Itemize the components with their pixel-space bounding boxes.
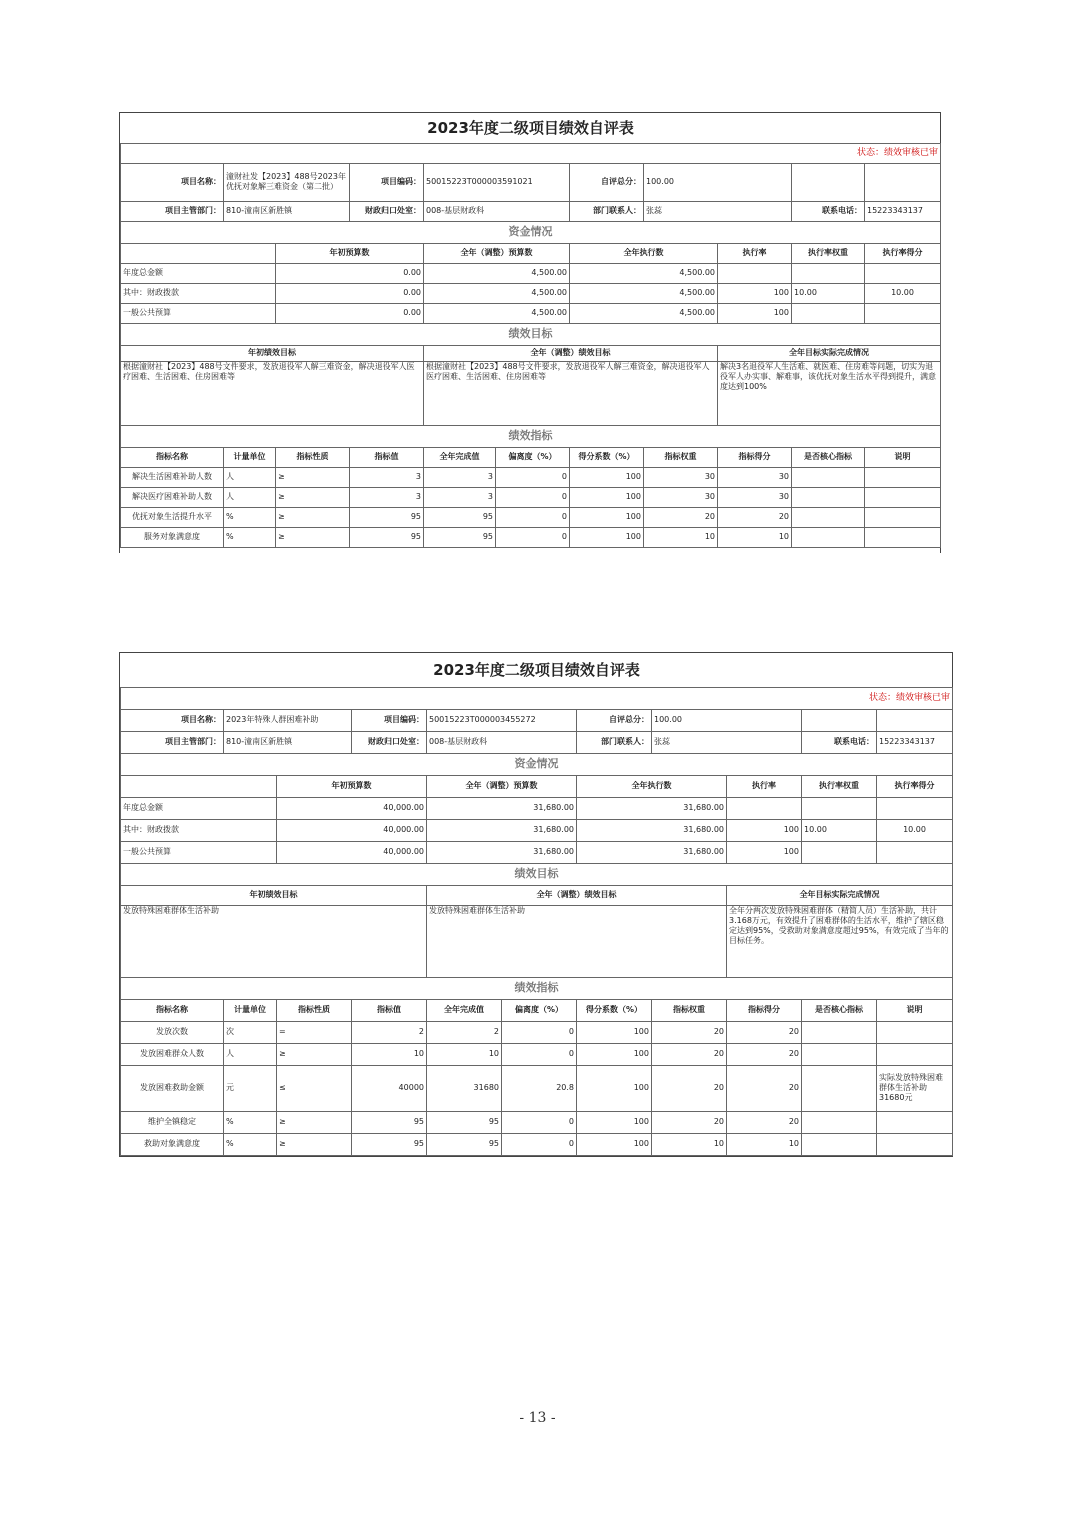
info-row-1 xyxy=(121,163,941,201)
indicator-cell: 30 xyxy=(718,467,792,487)
funds-cell: 40,000.00 xyxy=(277,797,427,819)
funds-cell: 10.00 xyxy=(792,283,865,303)
funds-header-cell: 年初预算数 xyxy=(276,243,424,263)
funds-header-cell: 年初预算数 xyxy=(277,775,427,797)
indicator-cell: 10 xyxy=(652,1133,727,1155)
funds-cell xyxy=(802,797,877,819)
indicator-cell xyxy=(865,507,941,527)
indicator-header-cell: 是否核心指标 xyxy=(802,999,877,1021)
funds-header-cell: 执行率 xyxy=(727,775,802,797)
indicator-cell: ≥ xyxy=(276,467,350,487)
indicator-cell: ≥ xyxy=(277,1111,352,1133)
indicator-cell: 20 xyxy=(652,1065,727,1111)
indicator-header-cell: 说明 xyxy=(865,447,941,467)
funds-header-cell: 执行率权重 xyxy=(802,775,877,797)
funds-cell xyxy=(792,303,865,323)
indicator-cell: % xyxy=(224,1133,277,1155)
indicator-row xyxy=(121,467,941,487)
indicator-cell: 31680 xyxy=(427,1065,502,1111)
indicator-header-cell: 得分系数（%） xyxy=(577,999,652,1021)
goal-text: 解决3名退役军人生活难、就医难、住房难等问题，切实为退役军人办实事、解难事，该优抚对象生活水平得到提升，满意度达到100% xyxy=(718,361,941,425)
indicator-header-cell: 偏离度（%） xyxy=(502,999,577,1021)
section-title-goals: 绩效目标 xyxy=(121,863,953,885)
funds-cell xyxy=(865,303,941,323)
funds-cell: 10.00 xyxy=(865,283,941,303)
indicator-cell: 20.8 xyxy=(502,1065,577,1111)
goals-header-cell: 全年（调整）绩效目标 xyxy=(427,885,727,905)
indicator-cell: 0 xyxy=(496,507,570,527)
funds-cell: 0.00 xyxy=(276,263,424,283)
funds-cell: 4,500.00 xyxy=(424,283,570,303)
funds-cell xyxy=(877,841,953,863)
dept-value: 810-潼南区新胜镇 xyxy=(224,731,352,753)
funds-header-cell: 执行率权重 xyxy=(792,243,865,263)
section-row xyxy=(121,323,941,345)
dept-label: 项目主管部门： xyxy=(121,201,224,221)
indicator-cell: 发放次数 xyxy=(121,1021,224,1043)
funds-cell: 31,680.00 xyxy=(577,841,727,863)
funds-cell xyxy=(865,263,941,283)
funds-cell: 100 xyxy=(727,841,802,863)
indicator-cell: 3 xyxy=(350,467,424,487)
form-title: 2023年度二级项目绩效自评表 xyxy=(121,653,953,687)
funds-cell: 10.00 xyxy=(877,819,953,841)
indicator-cell: 解决医疗困难补助人数 xyxy=(121,487,224,507)
funds-row-name: 一般公共预算 xyxy=(121,841,277,863)
indicator-cell: 30 xyxy=(644,467,718,487)
funds-cell xyxy=(718,263,792,283)
funds-cell xyxy=(877,797,953,819)
score-value: 100.00 xyxy=(652,709,802,731)
indicator-cell: 20 xyxy=(727,1043,802,1065)
indicator-cell xyxy=(877,1021,953,1043)
title-row xyxy=(121,653,953,687)
indicator-cell: 次 xyxy=(224,1021,277,1043)
indicator-cell: ≥ xyxy=(276,507,350,527)
indicator-cell: ≤ xyxy=(277,1065,352,1111)
indicator-header-cell: 指标性质 xyxy=(277,999,352,1021)
indicator-cell: 人 xyxy=(224,467,276,487)
indicator-cell: 0 xyxy=(502,1133,577,1155)
funds-cell: 31,680.00 xyxy=(577,797,727,819)
funds-cell: 100 xyxy=(718,283,792,303)
project-code-label: 项目编码： xyxy=(350,163,424,201)
indicator-cell: 95 xyxy=(352,1133,427,1155)
indicator-cell: 3 xyxy=(424,487,496,507)
indicator-cell: 3 xyxy=(350,487,424,507)
funds-cell: 31,680.00 xyxy=(427,797,577,819)
evaluation-form-1 xyxy=(119,112,941,553)
indicator-row xyxy=(121,1133,953,1155)
indicator-cell: 20 xyxy=(652,1021,727,1043)
indicator-cell xyxy=(792,467,865,487)
indicator-cell: 人 xyxy=(224,487,276,507)
indicator-header-cell: 全年完成值 xyxy=(427,999,502,1021)
project-name-label: 项目名称： xyxy=(121,709,224,731)
goal-text: 发放特殊困难群体生活补助 xyxy=(427,905,727,977)
indicator-cell: 10 xyxy=(427,1043,502,1065)
indicator-cell: 95 xyxy=(427,1133,502,1155)
indicator-cell xyxy=(802,1065,877,1111)
indicator-header-cell: 是否核心指标 xyxy=(792,447,865,467)
funds-cell xyxy=(802,841,877,863)
empty-cell xyxy=(877,709,953,731)
funds-row-name: 年度总金额 xyxy=(121,263,276,283)
indicator-header-cell: 指标得分 xyxy=(718,447,792,467)
funds-cell: 0.00 xyxy=(276,283,424,303)
funds-row xyxy=(121,283,941,303)
project-name-label: 项目名称： xyxy=(121,163,224,201)
empty-cell xyxy=(121,775,277,797)
indicator-cell: 0 xyxy=(496,527,570,547)
info-row-1 xyxy=(121,709,953,731)
score-label: 自评总分： xyxy=(570,163,644,201)
indicator-cell: % xyxy=(224,527,276,547)
indicator-cell xyxy=(802,1043,877,1065)
funds-header-cell: 全年（调整）预算数 xyxy=(424,243,570,263)
indicator-header-cell: 指标得分 xyxy=(727,999,802,1021)
indicator-cell: 0 xyxy=(496,487,570,507)
indicator-cell: ≥ xyxy=(276,487,350,507)
funds-cell xyxy=(792,263,865,283)
indicator-row xyxy=(121,1065,953,1111)
project-code-value: 50015223T000003591021 xyxy=(424,163,570,201)
indicator-cell: 优抚对象生活提升水平 xyxy=(121,507,224,527)
indicator-cell: 20 xyxy=(652,1043,727,1065)
finance-value: 008-基层财政科 xyxy=(427,731,577,753)
section-row xyxy=(121,221,941,243)
indicator-row xyxy=(121,487,941,507)
indicator-cell: 10 xyxy=(727,1133,802,1155)
funds-cell: 0.00 xyxy=(276,303,424,323)
goals-body-row xyxy=(121,905,953,977)
score-label: 自评总分： xyxy=(577,709,652,731)
funds-row-name: 一般公共预算 xyxy=(121,303,276,323)
funds-cell: 100 xyxy=(718,303,792,323)
empty-cell xyxy=(802,709,877,731)
phone-value: 15223343137 xyxy=(865,201,941,221)
indicator-cell: 95 xyxy=(424,527,496,547)
indicator-cell xyxy=(877,1133,953,1155)
funds-header-row xyxy=(121,243,941,263)
section-title-indicators: 绩效指标 xyxy=(121,425,941,447)
indicator-cell: ≥ xyxy=(277,1133,352,1155)
goals-body-row xyxy=(121,361,941,425)
indicator-cell xyxy=(802,1111,877,1133)
indicator-header-cell: 全年完成值 xyxy=(424,447,496,467)
funds-row-name: 年度总金额 xyxy=(121,797,277,819)
indicator-cell: 0 xyxy=(502,1111,577,1133)
goal-text: 全年分两次发放特殊困难群体（精简人员）生活补助，共计3.168万元，有效提升了困难群体的生活水平，维护了辖区稳定达到95%，受救助对象满意度超过95%，有效完成了当年的目标任务。 xyxy=(727,905,953,977)
section-title-funds: 资金情况 xyxy=(121,753,953,775)
project-name-value: 2023年特殊人群困难补助 xyxy=(224,709,352,731)
goals-header-cell: 全年（调整）绩效目标 xyxy=(424,345,718,361)
indicator-cell: 30 xyxy=(718,487,792,507)
funds-cell: 31,680.00 xyxy=(427,841,577,863)
goals-header-cell: 全年目标实际完成情况 xyxy=(718,345,941,361)
funds-cell: 100 xyxy=(727,819,802,841)
funds-header-row xyxy=(121,775,953,797)
phone-label: 联系电话： xyxy=(802,731,877,753)
funds-cell: 40,000.00 xyxy=(277,841,427,863)
indicator-header-cell: 指标值 xyxy=(352,999,427,1021)
empty-cell xyxy=(865,163,941,201)
indicator-cell: 实际发放特殊困难群体生活补助31680元 xyxy=(877,1065,953,1111)
indicator-cell xyxy=(865,467,941,487)
section-title-funds: 资金情况 xyxy=(121,221,941,243)
goal-text: 发放特殊困难群体生活补助 xyxy=(121,905,427,977)
score-value: 100.00 xyxy=(644,163,792,201)
goals-header-cell: 全年目标实际完成情况 xyxy=(727,885,953,905)
indicator-cell: 100 xyxy=(577,1043,652,1065)
goals-header-row xyxy=(121,345,941,361)
status-text: 状态：绩效审核已审 xyxy=(121,143,941,163)
indicator-cell: 20 xyxy=(727,1021,802,1043)
project-name-value: 潼财社发【2023】488号2023年优抚对象解三难资金（第二批） xyxy=(224,163,350,201)
indicator-cell: 100 xyxy=(570,467,644,487)
indicator-cell: 95 xyxy=(352,1111,427,1133)
page-number: - 13 - xyxy=(519,1410,556,1426)
funds-row xyxy=(121,819,953,841)
goal-text: 根据潼财社【2023】488号文件要求，发放退役军人解三难资金，解决退役军人医疗困难、生活困难、住房困难等 xyxy=(424,361,718,425)
indicator-header-cell: 指标性质 xyxy=(276,447,350,467)
indicator-header-cell: 指标权重 xyxy=(644,447,718,467)
form-table xyxy=(120,653,953,1156)
indicator-cell: = xyxy=(277,1021,352,1043)
indicator-cell: 100 xyxy=(570,507,644,527)
indicator-row xyxy=(121,1043,953,1065)
funds-cell: 31,680.00 xyxy=(577,819,727,841)
indicator-cell: 40000 xyxy=(352,1065,427,1111)
indicator-cell: 95 xyxy=(424,507,496,527)
funds-cell: 31,680.00 xyxy=(427,819,577,841)
indicator-header-cell: 说明 xyxy=(877,999,953,1021)
funds-cell: 4,500.00 xyxy=(570,283,718,303)
contact-value: 张蕊 xyxy=(652,731,802,753)
indicator-cell xyxy=(792,487,865,507)
goals-header-cell: 年初绩效目标 xyxy=(121,345,424,361)
indicator-cell: 20 xyxy=(652,1111,727,1133)
indicator-cell: 10 xyxy=(352,1043,427,1065)
project-code-value: 50015223T000003455272 xyxy=(427,709,577,731)
funds-header-cell: 执行率得分 xyxy=(877,775,953,797)
indicator-cell: 20 xyxy=(644,507,718,527)
indicator-cell: 95 xyxy=(427,1111,502,1133)
indicator-header-row xyxy=(121,999,953,1021)
indicator-cell xyxy=(877,1111,953,1133)
indicator-cell: 人 xyxy=(224,1043,277,1065)
phone-label: 联系电话： xyxy=(792,201,865,221)
form-title: 2023年度二级项目绩效自评表 xyxy=(121,113,941,143)
funds-row xyxy=(121,263,941,283)
indicator-cell xyxy=(792,507,865,527)
section-title-goals: 绩效目标 xyxy=(121,323,941,345)
evaluation-form-2 xyxy=(119,652,953,1157)
indicator-cell xyxy=(802,1021,877,1043)
indicator-cell: 100 xyxy=(570,487,644,507)
indicator-cell: 95 xyxy=(350,507,424,527)
indicator-row xyxy=(121,1021,953,1043)
funds-cell: 4,500.00 xyxy=(424,263,570,283)
indicator-header-cell: 指标权重 xyxy=(652,999,727,1021)
dept-label: 项目主管部门： xyxy=(121,731,224,753)
status-row xyxy=(121,143,941,163)
indicator-cell: 20 xyxy=(718,507,792,527)
indicator-cell: 20 xyxy=(727,1111,802,1133)
indicator-cell: 元 xyxy=(224,1065,277,1111)
dept-value: 810-潼南区新胜镇 xyxy=(224,201,350,221)
project-code-label: 项目编码： xyxy=(352,709,427,731)
indicator-cell: 解决生活困难补助人数 xyxy=(121,467,224,487)
indicator-row xyxy=(121,1111,953,1133)
finance-value: 008-基层财政科 xyxy=(424,201,570,221)
section-row xyxy=(121,753,953,775)
indicator-header-cell: 计量单位 xyxy=(224,999,277,1021)
indicator-cell xyxy=(865,487,941,507)
section-row xyxy=(121,425,941,447)
status-row xyxy=(121,687,953,709)
indicator-cell: 30 xyxy=(644,487,718,507)
indicator-cell: 3 xyxy=(424,467,496,487)
funds-cell: 10.00 xyxy=(802,819,877,841)
indicator-cell: 100 xyxy=(577,1065,652,1111)
indicator-cell: ≥ xyxy=(276,527,350,547)
phone-value: 15223343137 xyxy=(877,731,953,753)
funds-header-cell: 执行率得分 xyxy=(865,243,941,263)
indicator-cell xyxy=(877,1043,953,1065)
indicator-cell: % xyxy=(224,1111,277,1133)
goal-text: 根据潼财社【2023】488号文件要求，发放退役军人解三难资金，解决退役军人医疗困难、生活困难、住房困难等 xyxy=(121,361,424,425)
form-table xyxy=(120,113,941,548)
indicator-cell: 100 xyxy=(577,1111,652,1133)
funds-cell: 4,500.00 xyxy=(570,303,718,323)
indicator-cell: ≥ xyxy=(277,1043,352,1065)
funds-row xyxy=(121,797,953,819)
info-row-2 xyxy=(121,201,941,221)
indicator-cell: 救助对象满意度 xyxy=(121,1133,224,1155)
indicator-row xyxy=(121,507,941,527)
indicator-header-cell: 得分系数（%） xyxy=(570,447,644,467)
section-row xyxy=(121,863,953,885)
funds-row xyxy=(121,303,941,323)
goals-header-cell: 年初绩效目标 xyxy=(121,885,427,905)
indicator-cell: 95 xyxy=(350,527,424,547)
indicator-cell: 100 xyxy=(570,527,644,547)
funds-cell xyxy=(727,797,802,819)
funds-header-cell: 全年执行数 xyxy=(577,775,727,797)
goals-header-row xyxy=(121,885,953,905)
contact-value: 张蕊 xyxy=(644,201,792,221)
finance-label: 财政归口处室： xyxy=(352,731,427,753)
title-row xyxy=(121,113,941,143)
indicator-cell: 0 xyxy=(502,1021,577,1043)
empty-cell xyxy=(792,163,865,201)
indicator-cell: 服务对象满意度 xyxy=(121,527,224,547)
indicator-cell: 发放困难群众人数 xyxy=(121,1043,224,1065)
funds-header-cell: 全年（调整）预算数 xyxy=(427,775,577,797)
indicator-cell xyxy=(792,527,865,547)
funds-cell: 4,500.00 xyxy=(424,303,570,323)
indicator-cell: 维护全镇稳定 xyxy=(121,1111,224,1133)
contact-label: 部门联系人： xyxy=(570,201,644,221)
indicator-header-cell: 偏离度（%） xyxy=(496,447,570,467)
info-row-2 xyxy=(121,731,953,753)
funds-cell: 40,000.00 xyxy=(277,819,427,841)
indicator-cell: 2 xyxy=(427,1021,502,1043)
indicator-cell: 0 xyxy=(496,467,570,487)
section-title-indicators: 绩效指标 xyxy=(121,977,953,999)
indicator-row xyxy=(121,527,941,547)
indicator-cell: 10 xyxy=(644,527,718,547)
empty-cell xyxy=(121,243,276,263)
indicator-cell: 2 xyxy=(352,1021,427,1043)
indicator-cell: 0 xyxy=(502,1043,577,1065)
indicator-cell: 发放困难救助金额 xyxy=(121,1065,224,1111)
finance-label: 财政归口处室： xyxy=(350,201,424,221)
indicator-cell xyxy=(865,527,941,547)
funds-row-name: 其中：财政拨款 xyxy=(121,283,276,303)
funds-cell: 4,500.00 xyxy=(570,263,718,283)
indicator-cell xyxy=(802,1133,877,1155)
indicator-cell: 100 xyxy=(577,1133,652,1155)
funds-header-cell: 执行率 xyxy=(718,243,792,263)
funds-header-cell: 全年执行数 xyxy=(570,243,718,263)
funds-row-name: 其中：财政拨款 xyxy=(121,819,277,841)
indicator-header-cell: 计量单位 xyxy=(224,447,276,467)
indicator-cell: 10 xyxy=(718,527,792,547)
status-text: 状态：绩效审核已审 xyxy=(121,687,953,709)
indicator-cell: 20 xyxy=(727,1065,802,1111)
indicator-header-cell: 指标名称 xyxy=(121,999,224,1021)
indicator-cell: 100 xyxy=(577,1021,652,1043)
indicator-header-row xyxy=(121,447,941,467)
contact-label: 部门联系人： xyxy=(577,731,652,753)
indicator-header-cell: 指标名称 xyxy=(121,447,224,467)
indicator-header-cell: 指标值 xyxy=(350,447,424,467)
indicator-cell: % xyxy=(224,507,276,527)
funds-row xyxy=(121,841,953,863)
section-row xyxy=(121,977,953,999)
